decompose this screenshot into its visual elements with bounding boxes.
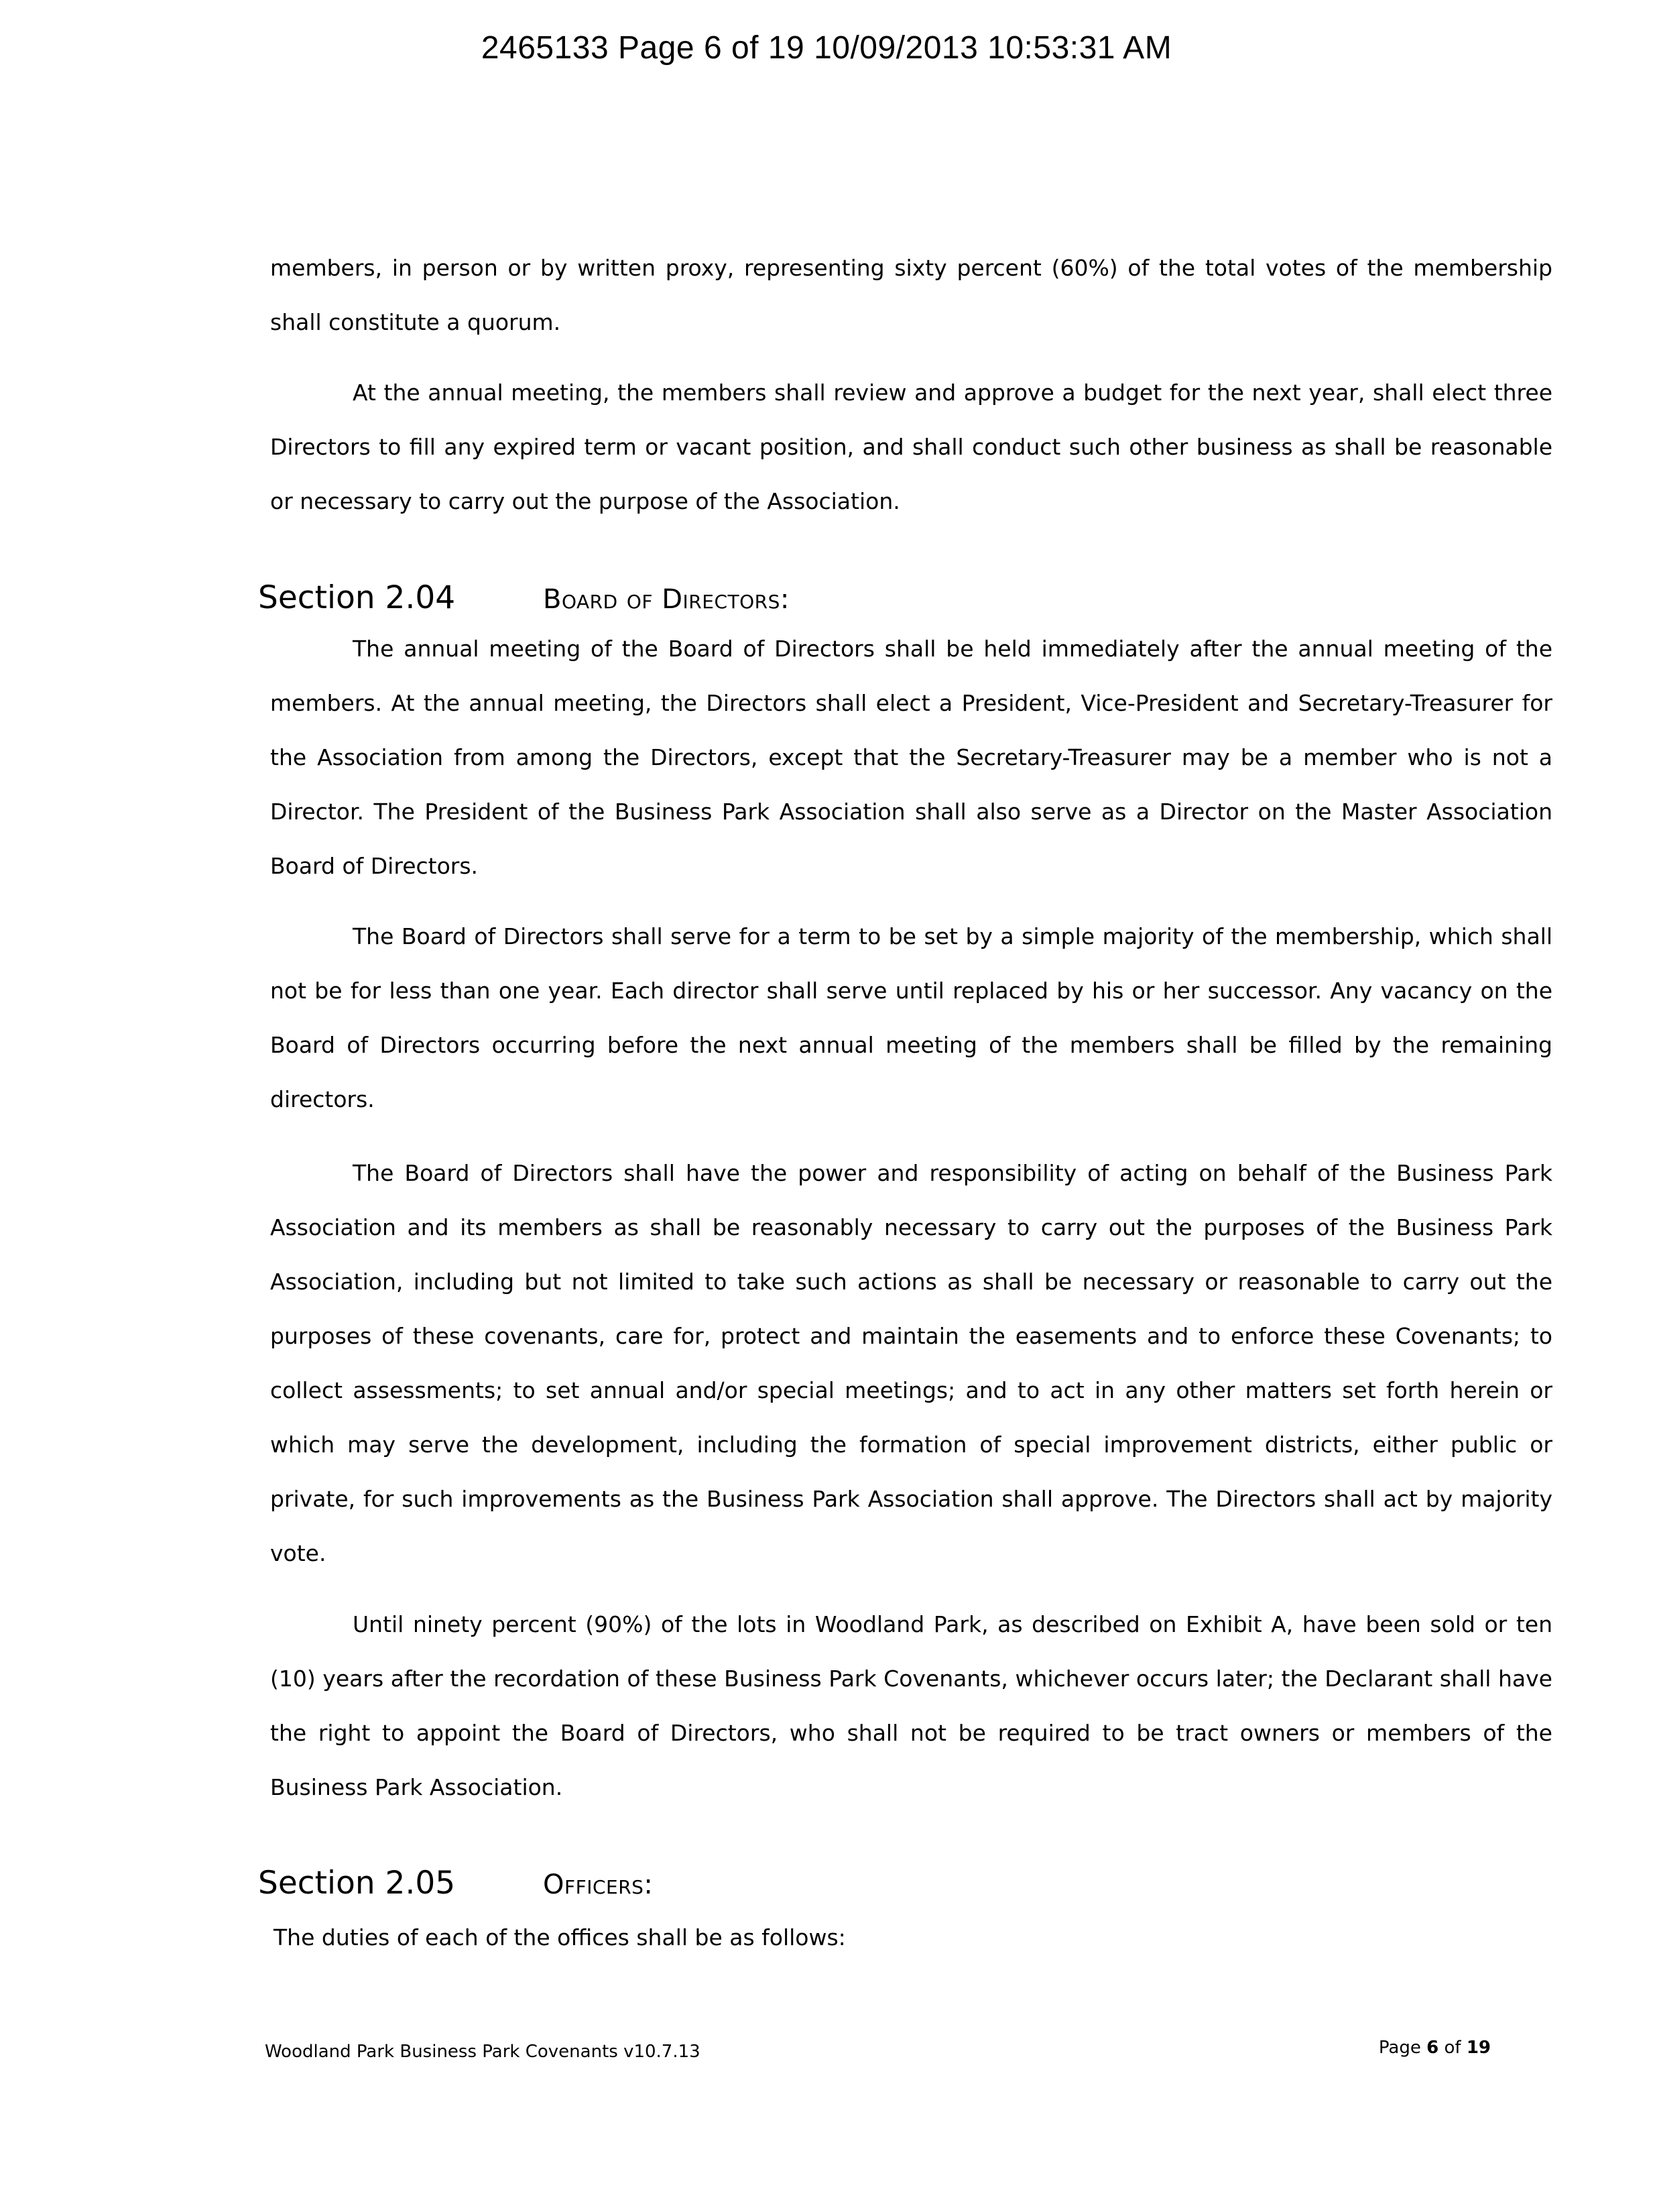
section-heading-2-05 <box>258 1863 653 1905</box>
paragraph-board-powers: The Board of Directors shall have the power and responsibility of acting on behalf of the Business Park Association and its members as shall be reasonably necessary to carry out the purposes of the Business Park Association, including but not limited to take such actions as shall be necessary or reasonable to carry out the purposes of these covenants, care for, protect and maintain the easements and to enforce these Covenants; to collect assessments; to set annual and/or special meetings; and to act in any other matters set forth herein or which may serve the development, including the formation of special improvement districts, either public or private, for such improvements as the Business Park Association shall approve. The Directors shall act by majority vote. <box>270 1160 1552 1566</box>
paragraph-board-term: The Board of Directors shall serve for a term to be set by a simple majority of the membership, which shall not be for less than one year. Each director shall serve until replaced by his or her successor. Any vacancy on the Board of Directors occurring before the next annual meeting of the members shall be filled by the remaining directors. <box>270 923 1552 1112</box>
section-heading-2-04 <box>258 578 790 620</box>
paragraph-declarant-rights: Until ninety percent (90%) of the lots in Woodland Park, as described on Exhibit A, have been sold or ten (10) years after the recordation of these Business Park Covenants, whichever occurs later; the Declarant shall have the right to appoint the Board of Directors, who shall not be required to be tract owners or members of the Business Park Association. <box>270 1611 1552 1800</box>
paragraph-officer-duties: The duties of each of the offices shall be as follows: <box>273 1924 846 1951</box>
paragraph-quorum: members, in person or by written proxy, representing sixty percent (60%) of the total votes of the membership shall constitute a quorum. <box>270 255 1552 335</box>
footer-page-number: Page 6 of 19 <box>1378 2038 1491 2058</box>
paragraph-annual-meeting: At the annual meeting, the members shall review and approve a budget for the next year, shall elect three Directors to fill any expired term or vacant position, and shall conduct such other business as shall be reasonable or necessary to carry out the purpose of the Association. <box>270 380 1552 514</box>
paragraph-board-annual-meeting: The annual meeting of the Board of Directors shall be held immediately after the annual meeting of the members. At the annual meeting, the Directors shall elect a President, Vice-President and Secretary-Treasurer for the Association from among the Directors, except that the Secretary-Treasurer may be a member who is not a Director. The President of the Business Park Association shall also serve as a Director on the Master Association Board of Directors. <box>270 636 1552 879</box>
section-title: Officers: <box>543 1869 654 1900</box>
footer-document-name: Woodland Park Business Park Covenants v10.7.13 <box>265 2042 700 2062</box>
section-title: Board of Directors: <box>543 584 790 615</box>
section-number: Section 2.05 <box>258 1865 456 1902</box>
recording-stamp: 2465133 Page 6 of 19 10/09/2013 10:53:31 AM <box>481 30 1172 66</box>
section-number: Section 2.04 <box>258 579 456 616</box>
